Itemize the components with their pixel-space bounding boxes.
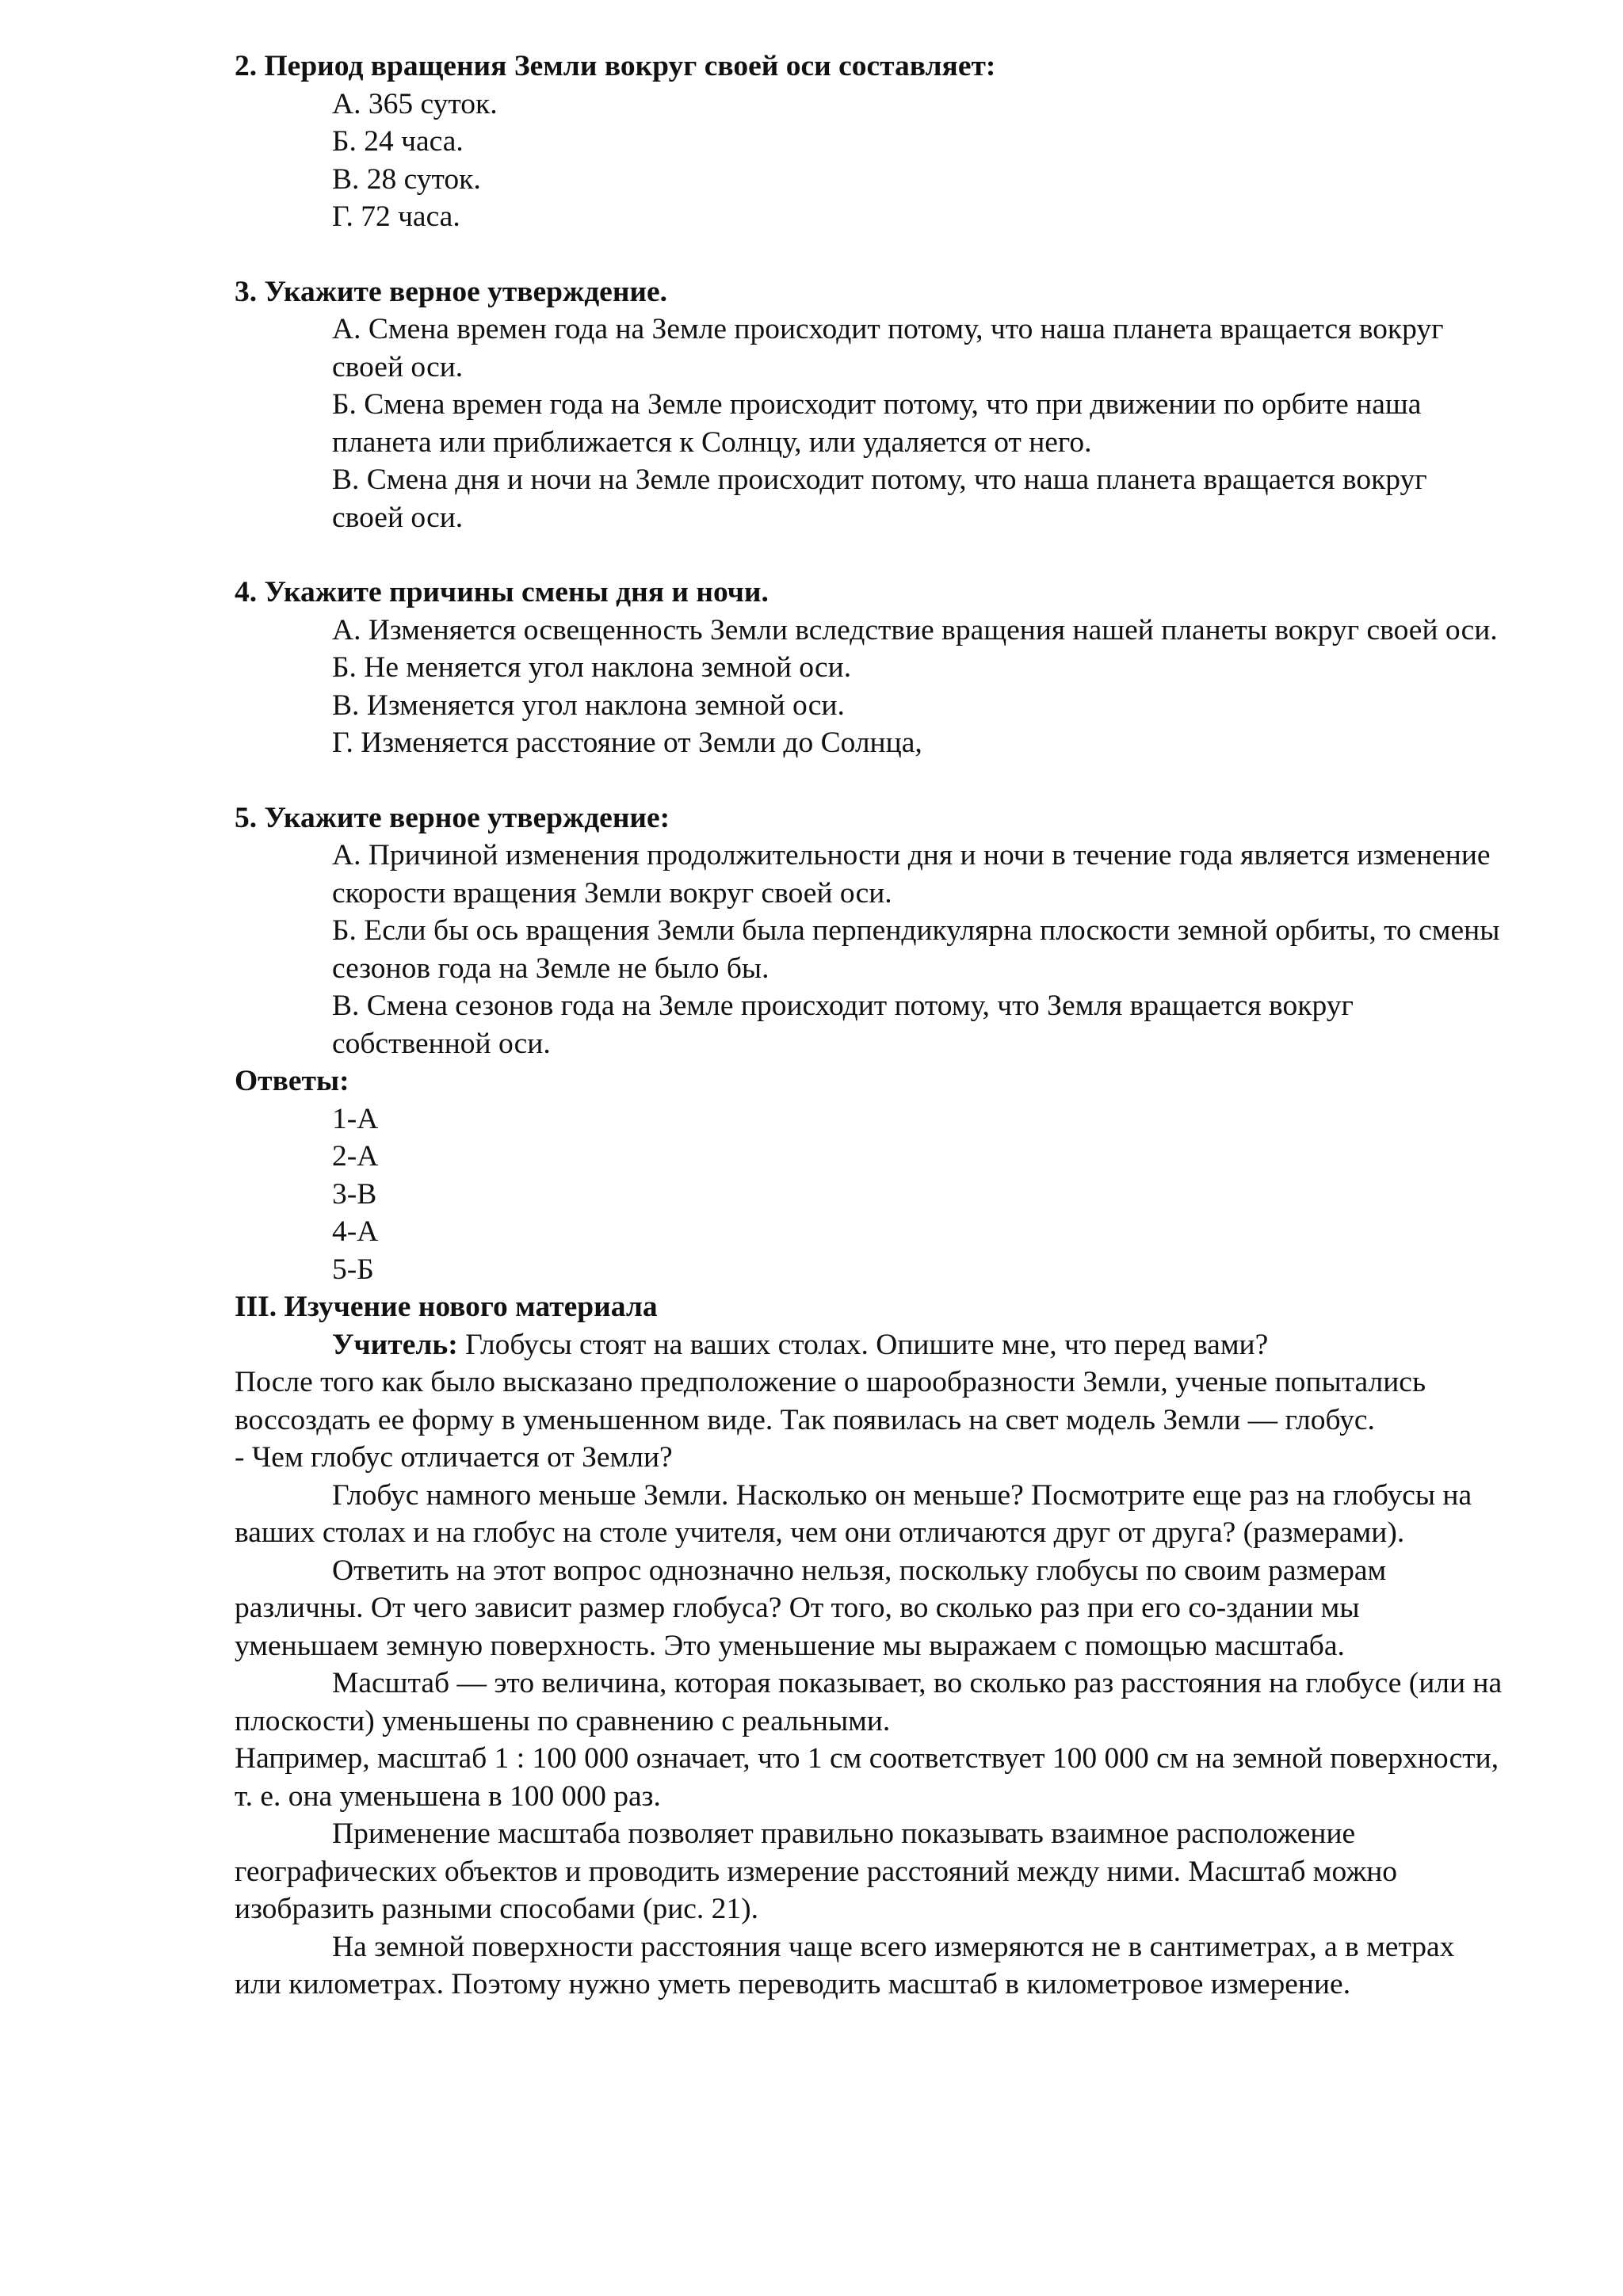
answers-block <box>235 1062 1504 1288</box>
question-5-title: 5. Укажите верное утверждение: <box>235 801 670 834</box>
answer-item: 5-Б <box>332 1253 374 1286</box>
question-5-option-a: А. Причиной изменения продолжительности дня и ночи в течение года является изменение скорости вращения Земли вокруг своей оси. <box>332 839 1491 910</box>
spacer <box>235 236 1504 273</box>
paragraph-globe-model: После того как было высказано предположение о шарообразности Земли, ученые попытались воссоздать ее форму в уменьшенном виде. Так появилась на свет модель Земли — глобус. <box>235 1366 1426 1436</box>
question-3 <box>235 273 1504 537</box>
section-new-material <box>235 1288 1504 2004</box>
question-4 <box>235 574 1504 762</box>
paragraph-scale-example: Например, масштаб 1 : 100 000 означает, что 1 см соответствует 100 000 см на земной поверхности, т. е. она уменьшена в 100 000 раз. <box>235 1742 1499 1813</box>
question-3-options <box>235 311 1504 536</box>
question-4-option-c: В. Изменяется угол наклона земной оси. <box>332 688 845 722</box>
question-2 <box>235 48 1504 236</box>
answer-item: 2-А <box>332 1140 379 1173</box>
answer-item: 3-В <box>332 1177 377 1211</box>
paragraph-scale-definition: Масштаб — это величина, которая показывает, во сколько раз расстояния на глобусе (или на плоскости) уменьшены по сравнению с реальными. <box>235 1667 1503 1737</box>
question-4-option-d: Г. Изменяется расстояние от Земли до Солнца, <box>332 727 922 759</box>
question-4-option-a: А. Изменяется освещенность Земли вследствие вращения нашей планеты вокруг своей оси. <box>332 613 1498 646</box>
question-4-options <box>235 612 1504 762</box>
answers-list <box>235 1100 1504 1289</box>
question-5-option-b: Б. Если бы ось вращения Земли была перпендикулярна плоскости земной орбиты, то смены сезонов года на Земле не было бы. <box>332 914 1500 985</box>
spacer <box>235 762 1504 799</box>
question-3-option-a: А. Смена времен года на Земле происходит потому, что наша планета вращается вокруг своей оси. <box>332 313 1444 383</box>
teacher-label: Учитель: <box>332 1328 458 1361</box>
question-5-options <box>235 837 1504 1062</box>
paragraph-globe-size: Глобус намного меньше Земли. Насколько он меньше? Посмотрите еще раз на глобусы на ваших столах и на глобус на столе учителя, чем они отличаются друг от друга? (размерами). <box>235 1478 1472 1549</box>
question-4-option-b: Б. Не меняется угол наклона земной оси. <box>332 651 852 684</box>
paragraph-question: - Чем глобус отличается от Земли? <box>235 1441 673 1474</box>
paragraph-scale-intro: Ответить на этот вопрос однозначно нельзя, поскольку глобусы по своим размерам различны. От чего зависит размер глобуса? От того, во сколько раз при его со-здании мы уменьшаем земную поверхность. Это уменьшение мы выражаем с помощью масштаба. <box>235 1554 1387 1662</box>
question-5-option-c: В. Смена сезонов года на Земле происходит потому, что Земля вращается вокруг собственной оси. <box>332 990 1354 1060</box>
teacher-text: Глобусы стоят на ваших столах. Опишите мне, что перед вами? <box>457 1328 1269 1361</box>
paragraph-scale-conversion: На земной поверхности расстояния чаще всего измеряются не в сантиметрах, а в метрах или километрах. Поэтому нужно уметь переводить масштаб в километровое измерение. <box>235 1930 1455 2000</box>
question-3-option-b: Б. Смена времен года на Земле происходит потому, что при движении по орбите наша планета или приближается к Солнцу, или удаляется от него. <box>332 388 1422 459</box>
section-title: III. Изучение нового материала <box>235 1291 658 1323</box>
question-2-option-d: Г. 72 часа. <box>332 200 460 233</box>
question-3-title: 3. Укажите верное утверждение. <box>235 275 668 308</box>
question-2-option-c: В. 28 суток. <box>332 162 481 196</box>
question-2-option-b: Б. 24 часа. <box>332 125 464 158</box>
answer-item: 1-А <box>332 1102 379 1135</box>
question-4-title: 4. Укажите причины смены дня и ночи. <box>235 576 769 608</box>
spacer <box>235 536 1504 574</box>
answers-title: Ответы: <box>235 1065 349 1097</box>
teacher-paragraph <box>235 1326 1504 1364</box>
paragraph-scale-usage: Применение масштаба позволяет правильно показывать взаимное расположение географических объектов и проводить измерение расстояний между ними. Масштаб можно изобразить разными способами (рис. 21). <box>235 1817 1398 1925</box>
question-5 <box>235 799 1504 1063</box>
question-3-option-c: В. Смена дня и ночи на Земле происходит потому, что наша планета вращается вокруг своей оси. <box>332 463 1427 534</box>
question-2-options <box>235 86 1504 236</box>
answer-item: 4-А <box>332 1215 379 1248</box>
question-2-option-a: А. 365 суток. <box>332 87 498 120</box>
question-2-title: 2. Период вращения Земли вокруг своей оси составляет: <box>235 50 996 82</box>
